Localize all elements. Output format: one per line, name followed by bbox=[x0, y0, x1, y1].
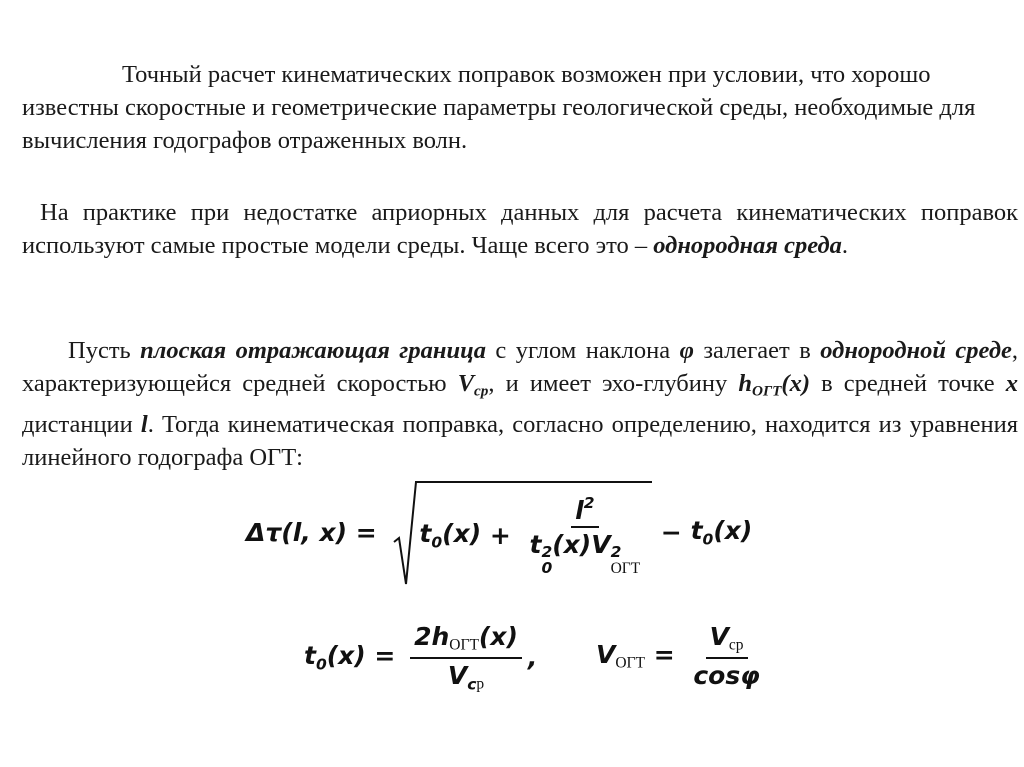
f2-lhs: $t_0(x)$ = bbox=[304, 641, 405, 674]
p3-v bbox=[457, 370, 489, 400]
sqrt-radical-icon bbox=[393, 480, 417, 586]
p2-text-before: На практике при недостатке априорных данных для расчета кинематических поправок используют самые простые модели среды. Чаще всего это – bbox=[22, 199, 1018, 259]
paragraph-practice bbox=[22, 196, 1018, 262]
f2-denominator: $V_cр$ bbox=[447, 660, 485, 694]
f2-fraction bbox=[410, 622, 522, 693]
f1-sqrt-body bbox=[415, 481, 652, 583]
p3-l: l bbox=[140, 410, 148, 438]
f3-lhs: VОГТ = bbox=[596, 639, 684, 672]
formula-kinematic-correction bbox=[246, 478, 752, 586]
f3-denominator: cosφ bbox=[693, 660, 760, 690]
f1-den-t-scripts: 2 0 bbox=[541, 543, 553, 577]
f1-num-exp: 2 bbox=[583, 493, 595, 512]
p3-x: x bbox=[1005, 370, 1018, 397]
p3-v-letter: V bbox=[457, 370, 475, 397]
p3-t3: залегает в bbox=[693, 337, 821, 364]
p3-h-sub: ОГТ bbox=[751, 382, 782, 400]
p3-v-sub: ср bbox=[474, 382, 489, 400]
f1-den-v-scripts: 2 ОГТ bbox=[610, 543, 641, 577]
p3-h-arg: (x) bbox=[781, 370, 810, 397]
f3-fraction bbox=[689, 622, 763, 690]
f1-t0b-arg: (x) bbox=[713, 515, 753, 545]
formula-v-ogt bbox=[596, 622, 770, 690]
p2-text-after: . bbox=[841, 232, 849, 259]
formula-t0 bbox=[304, 622, 537, 693]
f1-t0-sub: 0 bbox=[431, 533, 443, 552]
f1-t0: $t_0(x)$ bbox=[419, 518, 482, 552]
f1-t0b-sub: 0 bbox=[702, 530, 714, 549]
p3-h bbox=[738, 370, 810, 400]
p3-t1: Пусть bbox=[68, 337, 141, 364]
f1-den-arg: (x) bbox=[552, 530, 592, 560]
f1-t0b: $t_0(x)$ bbox=[690, 515, 753, 549]
f1-plus: + bbox=[481, 520, 520, 550]
f1-t0-arg: (x) bbox=[442, 518, 482, 548]
p3-emphasis-boundary: плоская отражающая граница bbox=[140, 337, 486, 364]
f1-minus: − bbox=[652, 517, 691, 547]
f2-comma: , bbox=[527, 643, 538, 673]
f2-numerator: 2hОГТ(x) bbox=[410, 622, 522, 659]
p3-emphasis-medium: однородной среде bbox=[820, 337, 1012, 364]
p3-t5: , и имеет эхо-глубину bbox=[488, 370, 739, 397]
p2-emphasis: однородная среда bbox=[653, 232, 842, 259]
f3-numerator: Vср bbox=[706, 622, 748, 659]
paragraph-intro: Точный расчет кинематических поправок возможен при условии, что хорошо известны скоростные и геометрические параметры геологической среды, необходимые для вычисления годографов отраженных волн. bbox=[22, 61, 976, 154]
p3-t7: дистанции bbox=[22, 410, 141, 438]
f1-denominator: t 2 0 (x)V 2 ОГТ bbox=[529, 530, 641, 577]
paragraph-boundary bbox=[22, 334, 1018, 474]
p3-phi: φ bbox=[679, 337, 694, 364]
p3-t4: , характеризующейся средней скоростью bbox=[22, 337, 1018, 397]
p3-h-letter: h bbox=[738, 370, 752, 397]
f1-numerator: $l^2$ bbox=[571, 494, 598, 529]
p3-t2: с углом наклона bbox=[485, 337, 680, 364]
p3-t6: в средней точке bbox=[809, 370, 1006, 397]
p3-t8: . Тогда кинематическая поправка, согласно определению, находится из уравнения линейного годографа ОГТ: bbox=[22, 410, 1018, 471]
f1-fraction bbox=[526, 494, 645, 577]
f1-lhs: Δτ(l, x) = bbox=[246, 517, 386, 547]
